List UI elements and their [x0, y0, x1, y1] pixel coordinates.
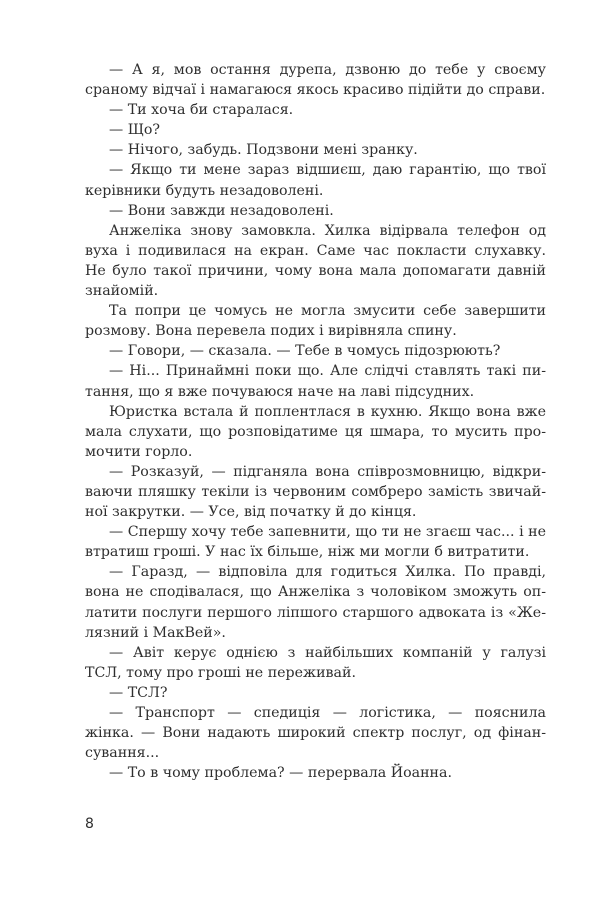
text-line: розмову. Вона перевела подих і вирівняла спину. [85, 323, 457, 340]
text-line: — Транспорт — спедиція — логістика, — пояснила [109, 705, 546, 721]
text-line: — ТСЛ? [109, 684, 168, 701]
text-line: Анжеліка знову замовкла. Хилка відірвала телефон од [109, 222, 546, 239]
text-line: — А я, мов остання дурепа, дзвоню до тебе у своєму [109, 62, 546, 78]
text-line: ТСЛ, тому про гроші не переживай. [85, 664, 356, 681]
text-line: — Гаразд, — відповіла для годиться Хилка. По правді, [109, 564, 546, 581]
text-line: латити послуги першого ліпшого старшого адвоката із «Же- [85, 604, 546, 621]
text-line: — Що? [109, 122, 161, 139]
paragraph [85, 100, 546, 120]
text-line: — Говори, — сказала. — Тебе в чомусь підозрюють? [109, 343, 501, 360]
text-line: — Вони завжди незадоволені. [109, 202, 334, 219]
text-line: вона не сподівалася, що Анжеліка з чоловіком зможуть оп- [85, 584, 546, 601]
text-line: втратиш гроші. У нас їх більше, ніж ми могли б витратити. [85, 544, 530, 561]
text-line: лязний і МакВей». [85, 624, 226, 641]
text-line: мочити горло. [85, 443, 193, 460]
text-line: — Розказуй, — підганяла вона співрозмовницю, відкри- [109, 463, 546, 480]
paragraph [85, 763, 546, 783]
page-body-text [85, 60, 546, 783]
paragraph [85, 301, 546, 341]
text-line: — Ти хоча би старалася. [109, 102, 294, 119]
paragraph [85, 462, 546, 522]
text-line: тання, що я вже почуваюся наче на лаві підсудних. [85, 383, 475, 400]
text-line: вуха і подивилася на екран. Саме час покласти слухавку. [85, 242, 546, 259]
page-number: 8 [85, 816, 94, 832]
text-line: знайомій. [85, 283, 159, 300]
text-line: — Нічого, забудь. Подзвони мені зранку. [109, 142, 418, 159]
paragraph [85, 341, 546, 361]
text-line: Не було такої причини, чому вона мала допомагати давній [85, 262, 546, 279]
text-line: — То в чому проблема? — перервала Йоанна. [109, 765, 452, 782]
paragraph [85, 643, 546, 683]
paragraph [85, 683, 546, 703]
paragraph [85, 120, 546, 140]
text-line: — Ні... Принаймні поки що. Але слідчі ставлять такі пи- [109, 363, 546, 380]
text-line: сування... [85, 745, 160, 762]
paragraph [85, 221, 546, 301]
text-line: Юристка встала й поплентлася в кухню. Якщо вона вже [109, 403, 546, 420]
paragraph [85, 160, 546, 200]
paragraph [85, 140, 546, 160]
text-line: керівники будуть незадоволені. [85, 182, 324, 199]
text-line: — Спершу хочу тебе запевнити, що ти не згаєш час... і не [109, 524, 546, 541]
text-line: ної закрутки. — Усе, від початку й до кінця. [85, 504, 417, 521]
text-line: сраному відчаї і намагаюся якось красиво підійти до справи. [85, 82, 546, 99]
paragraph [85, 522, 546, 562]
text-line: — Авіт керує однією з найбільших компаній у галузі [109, 644, 546, 661]
text-line: мала слухати, що розповідатиме ця шмара, то мусить про- [85, 423, 546, 440]
paragraph [85, 361, 546, 401]
paragraph [85, 562, 546, 642]
text-line: ваючи пляшку текіли із червоним сомбреро замість звичай- [85, 483, 546, 500]
paragraph [85, 201, 546, 221]
text-line: Та попри це чомусь не могла змусити себе завершити [109, 303, 546, 320]
paragraph [85, 402, 546, 462]
paragraph [85, 60, 546, 100]
text-line: жінка. — Вони надають широкий спектр послуг, од фінан- [85, 725, 546, 742]
paragraph [85, 703, 546, 763]
text-line: — Якщо ти мене зараз відшиєш, даю гарантію, що твої [109, 162, 546, 179]
